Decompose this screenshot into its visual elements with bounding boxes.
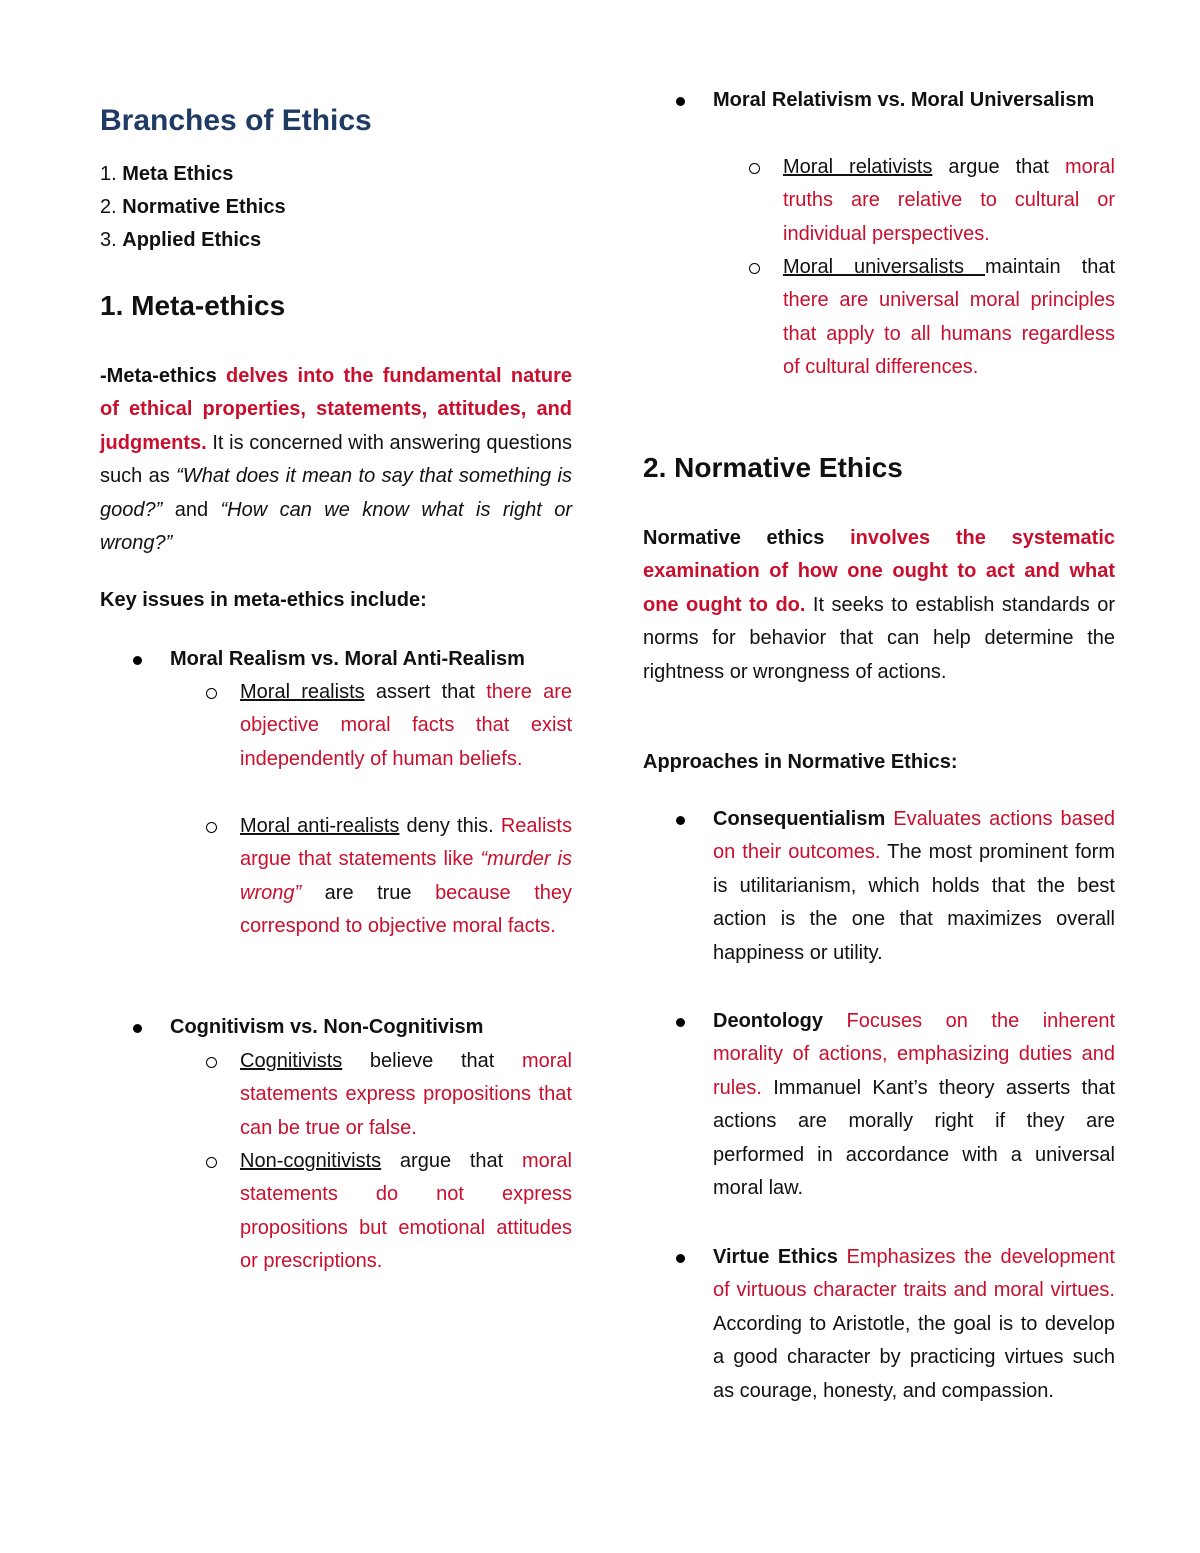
key-issues-label: Key issues in meta-ethics include: xyxy=(100,589,427,611)
bullet-icon xyxy=(133,1024,142,1033)
circle-bullet-icon xyxy=(749,163,760,174)
bullet-cognitivism: Cognitivism vs. Non-Cognitivism xyxy=(170,1011,572,1044)
circle-bullet-icon xyxy=(749,263,760,274)
bullet-icon xyxy=(133,656,142,665)
sub-item-moral-realists: Moral realists assert that there are objective moral facts that exist independently of human beliefs. xyxy=(240,676,572,776)
sub-item-moral-universalists: Moral universalists maintain that there are universal moral principles that apply to all humans regardless of cultural differences. xyxy=(783,251,1115,385)
bullet-icon xyxy=(676,1254,685,1263)
sub-item-cognitivists: Cognitivists believe that moral statements express propositions that can be true or false. xyxy=(240,1045,572,1145)
approach-virtue-ethics: Virtue Ethics Emphasizes the development of virtuous character traits and moral virtues. According to Aristotle, the goal is to develop a good character by practicing virtues such as courage, honesty, and compassion. xyxy=(713,1241,1115,1408)
sub-item-moral-relativists: Moral relativists argue that moral truths are relative to cultural or individual perspectives. xyxy=(783,151,1115,251)
page-title: Branches of Ethics xyxy=(100,104,372,137)
bullet-realism: Moral Realism vs. Moral Anti-Realism xyxy=(170,643,572,676)
sub-item-moral-anti-realists: Moral anti-realists deny this. Realists argue that statements like “murder is wrong” are true because they correspond to objective moral facts. xyxy=(240,810,572,944)
circle-bullet-icon xyxy=(206,822,217,833)
branches-list xyxy=(100,158,286,257)
list-item: 2. Normative Ethics xyxy=(100,196,286,218)
circle-bullet-icon xyxy=(206,688,217,699)
normative-ethics-intro: Normative ethics involves the systematic examination of how one ought to act and what one ought to do. It seeks to establish standards or norms for behavior that can help determine the rightness or wrongness of actions. xyxy=(643,527,1116,683)
bullet-icon xyxy=(676,816,685,825)
section-heading-meta-ethics: 1. Meta-ethics xyxy=(100,290,286,321)
bullet-icon xyxy=(676,97,685,106)
branch-label: Meta Ethics xyxy=(122,163,234,185)
approaches-label: Approaches in Normative Ethics: xyxy=(643,751,958,773)
circle-bullet-icon xyxy=(206,1057,217,1068)
section-heading-normative-ethics: 2. Normative Ethics xyxy=(643,452,903,483)
branch-label: Normative Ethics xyxy=(122,196,286,218)
approach-consequentialism: Consequentialism Evaluates actions based on their outcomes. The most prominent form is utilitarianism, which holds that the best action is the one that maximizes overall happiness or utility. xyxy=(713,803,1115,970)
meta-ethics-intro: -Meta-ethics delves into the fundamental nature of ethical properties, statements, attitudes, and judgments. It is concerned with answering questions such as “What does it mean to say that something is good?” and “How can we know what is right or wrong?” xyxy=(100,365,572,555)
bullet-icon xyxy=(676,1018,685,1027)
circle-bullet-icon xyxy=(206,1157,217,1168)
branch-label: Applied Ethics xyxy=(122,229,262,251)
list-item: 1. Meta Ethics xyxy=(100,163,234,185)
bullet-relativism: Moral Relativism vs. Moral Universalism xyxy=(713,84,1115,117)
sub-item-non-cognitivists: Non-cognitivists argue that moral statements do not express propositions but emotional attitudes or prescriptions. xyxy=(240,1145,572,1279)
list-item: 3. Applied Ethics xyxy=(100,229,262,251)
approach-deontology: Deontology Focuses on the inherent morality of actions, emphasizing duties and rules. Immanuel Kant’s theory asserts that actions are morally right if they are performed in accordance with a universal moral law. xyxy=(713,1005,1115,1205)
